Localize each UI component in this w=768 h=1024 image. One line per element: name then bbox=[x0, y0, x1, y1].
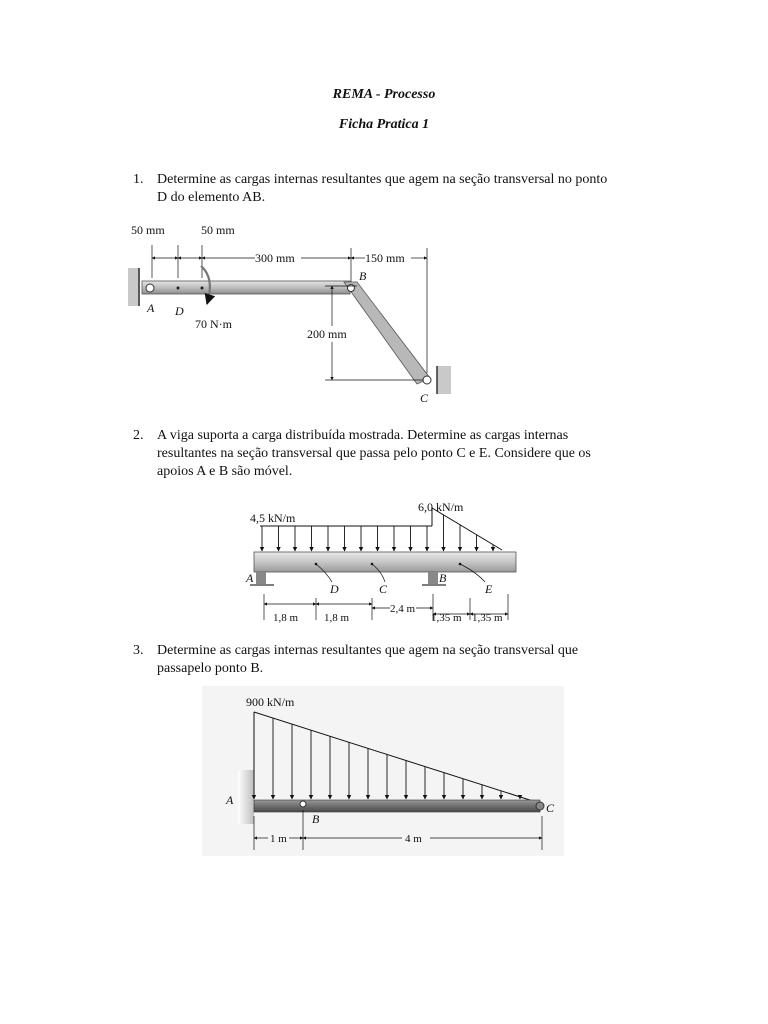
pin-a bbox=[146, 284, 154, 292]
dim-label: 50 mm bbox=[131, 223, 165, 237]
dim-label: 1,8 m bbox=[273, 612, 299, 624]
distributed-load-arrows bbox=[262, 515, 493, 551]
load-label: 900 kN/m bbox=[246, 695, 295, 709]
dim-label: 1,8 m bbox=[324, 612, 350, 624]
question-text-line: A viga suporta a carga distribuída mostrada. Determine as cargas internas bbox=[157, 428, 569, 443]
point-label-c: C bbox=[420, 391, 429, 405]
member-bc bbox=[344, 282, 430, 384]
dim-label: 4 m bbox=[405, 833, 422, 845]
point-label-c: C bbox=[546, 801, 555, 815]
dim-label: 150 mm bbox=[365, 251, 405, 265]
question-text-line: Determine as cargas internas resultantes que agem na seção transversal que bbox=[157, 643, 579, 658]
point-label-d: D bbox=[330, 582, 339, 596]
question-text-line: apoios A e B são móvel. bbox=[157, 464, 293, 479]
dim-label: 2,4 m bbox=[390, 603, 416, 615]
point-b-marker bbox=[300, 801, 306, 807]
point-label-d: D bbox=[175, 304, 184, 318]
question-number: 2. bbox=[133, 428, 144, 443]
load-label-right: 6,0 kN/m bbox=[418, 500, 464, 514]
load-label-left: 4,5 kN/m bbox=[250, 511, 296, 525]
point-label-a: A bbox=[147, 301, 155, 315]
moment-label: 70 N·m bbox=[195, 317, 232, 331]
figure-3-cantilever-diagram bbox=[202, 686, 564, 856]
question-number: 1. bbox=[133, 172, 144, 187]
beam bbox=[254, 800, 540, 812]
wall-support-c bbox=[437, 366, 451, 394]
support-a bbox=[256, 572, 266, 584]
fixed-wall bbox=[238, 770, 254, 824]
dim-label: 1 m bbox=[270, 833, 287, 845]
point-label-c: C bbox=[379, 582, 388, 596]
figure-1-frame-diagram bbox=[125, 218, 465, 410]
pin-c bbox=[423, 376, 431, 384]
question-number: 3. bbox=[133, 643, 144, 658]
question-text-line: D do elemento AB. bbox=[157, 190, 266, 205]
dim-label: 1,35 m bbox=[472, 612, 503, 624]
dim-label: 1,35 m bbox=[431, 612, 462, 624]
question-text-line: passapelo ponto B. bbox=[157, 661, 264, 676]
dim-label: 50 mm bbox=[201, 223, 235, 237]
figure-2-beam-diagram bbox=[240, 498, 530, 630]
support-b bbox=[428, 572, 438, 584]
point-label-e: E bbox=[485, 582, 493, 596]
point-label-b: B bbox=[439, 571, 447, 585]
document-title: REMA - Processo bbox=[332, 87, 436, 102]
document-subtitle: Ficha Pratica 1 bbox=[338, 117, 430, 132]
point-label-a: A bbox=[246, 571, 254, 585]
wall-support bbox=[128, 268, 140, 306]
pin-b bbox=[348, 285, 355, 292]
point-label-b: B bbox=[359, 269, 367, 283]
point-d-dot bbox=[177, 287, 180, 290]
dim-label: 300 mm bbox=[255, 251, 295, 265]
beam bbox=[254, 552, 516, 572]
dim-label: 200 mm bbox=[307, 327, 347, 341]
point-label-b: B bbox=[312, 812, 320, 826]
question-text-line: Determine as cargas internas resultantes que agem na seção transversal no ponto bbox=[157, 172, 608, 187]
member-ab bbox=[142, 281, 350, 294]
question-text-line: resultantes na seção transversal que passa pelo ponto C e E. Considere que os bbox=[157, 446, 591, 461]
point-label-a: A bbox=[226, 793, 234, 807]
